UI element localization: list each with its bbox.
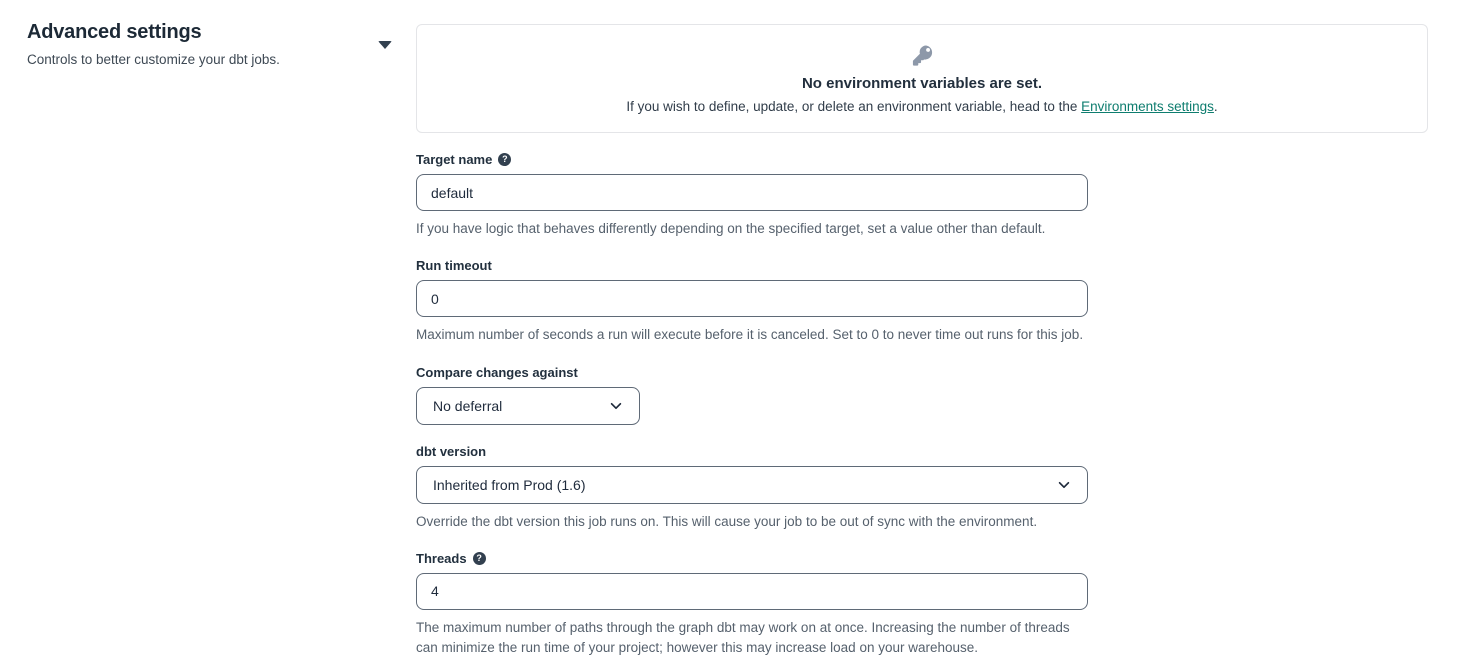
threads-help-text: The maximum number of paths through the graph dbt may work on at once. Increasing the number of threads can minimize the run time of your project; however this may increase load on your warehouse. — [416, 619, 1070, 655]
banner-message-prefix: If you wish to define, update, or delete an environment variable, head to the — [626, 98, 1082, 114]
dbt-version-label: dbt version — [416, 443, 487, 459]
banner-message-suffix: . — [1213, 98, 1218, 114]
threads-label: Threads — [416, 550, 467, 566]
env-vars-empty-banner — [416, 24, 1428, 133]
settings-panel — [416, 24, 1428, 658]
section-header — [27, 21, 367, 67]
help-icon[interactable]: ? — [473, 552, 486, 565]
compare-changes-selected-value: No deferral — [433, 397, 503, 414]
run-timeout-label: Run timeout — [416, 258, 492, 274]
dbt-version-select[interactable] — [416, 466, 1088, 504]
compare-changes-select[interactable] — [416, 387, 640, 425]
threads-input[interactable] — [416, 573, 1088, 610]
field-group-threads — [416, 551, 1088, 659]
banner-title: No environment variables are set. — [801, 74, 1043, 92]
target-name-input[interactable] — [416, 174, 1088, 211]
run-timeout-help-text: Maximum number of seconds a run will execute before it is canceled. Set to 0 to never time out runs for this job. — [416, 327, 1084, 343]
run-timeout-input[interactable] — [416, 280, 1088, 317]
collapse-section-button[interactable] — [374, 36, 396, 54]
dbt-version-help-text: Override the dbt version this job runs on. This will cause your job to be out of sync with the environment. — [416, 513, 1038, 529]
help-icon[interactable]: ? — [498, 153, 511, 166]
compare-changes-label: Compare changes against — [416, 364, 578, 380]
triangle-down-icon — [378, 41, 392, 49]
page-title: Advanced settings — [27, 21, 202, 43]
target-name-help-text: If you have logic that behaves differently depending on the specified target, set a value other than default. — [416, 221, 1046, 236]
chevron-down-icon — [609, 399, 623, 413]
field-group-run-timeout — [416, 258, 1088, 345]
page-subtitle: Controls to better customize your dbt jobs. — [27, 52, 280, 67]
target-name-label: Target name — [416, 152, 493, 167]
key-icon — [911, 44, 934, 68]
field-group-compare-changes — [416, 365, 1088, 425]
field-group-dbt-version — [416, 444, 1088, 532]
field-group-target-name — [416, 152, 1088, 239]
environments-settings-link[interactable]: Environments settings — [1081, 98, 1214, 114]
advanced-settings-form — [416, 152, 1088, 658]
dbt-version-selected-value: Inherited from Prod (1.6) — [433, 476, 586, 493]
banner-message — [626, 99, 1217, 114]
chevron-down-icon — [1057, 478, 1071, 492]
